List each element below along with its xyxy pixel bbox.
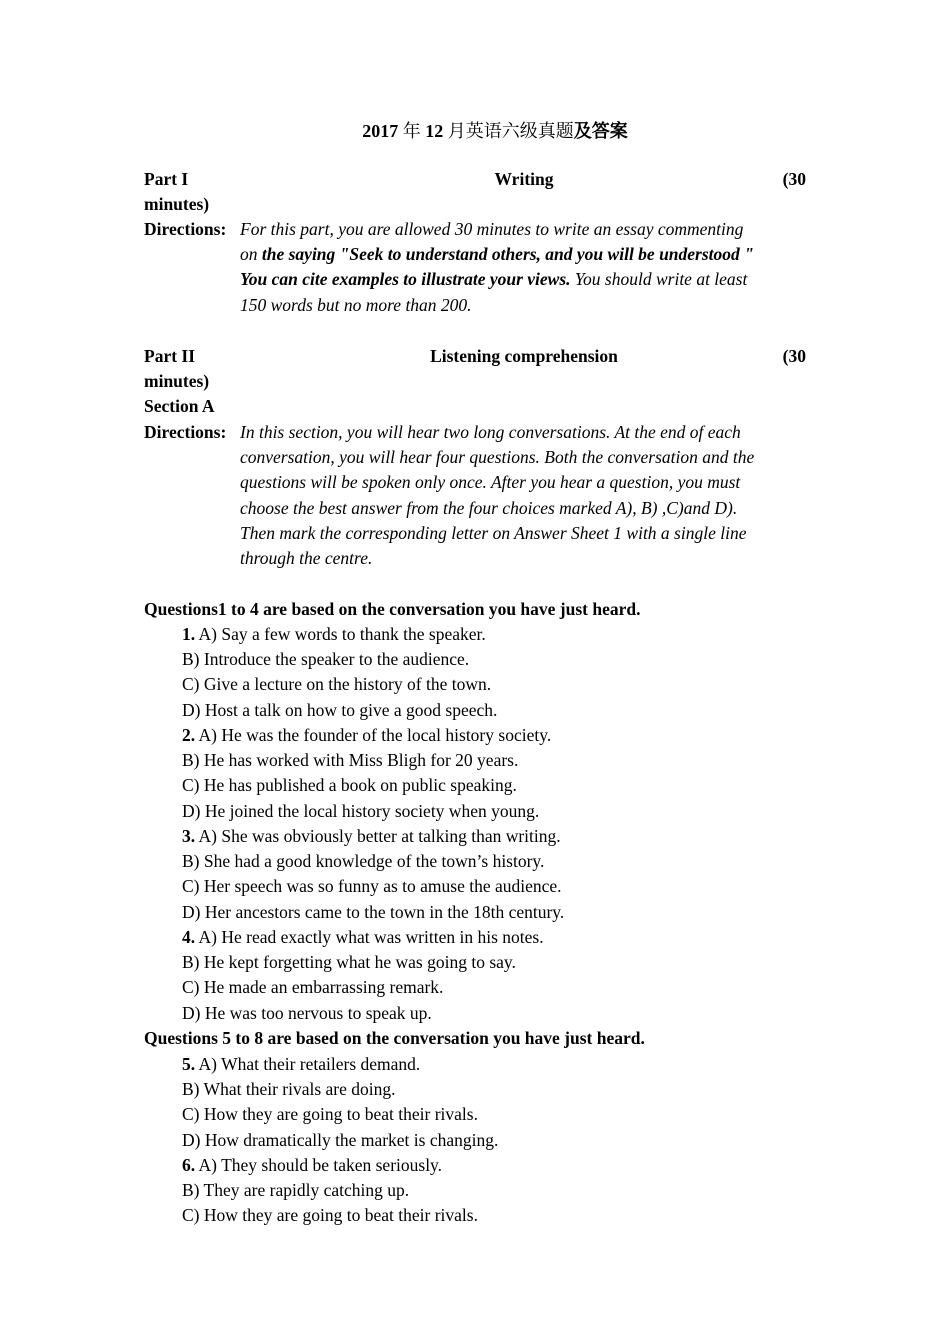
question-2-option-d: D) He joined the local history society when young. <box>182 801 540 821</box>
part1-directions-label: Directions: <box>144 219 227 239</box>
directions-line: through the centre. <box>240 548 373 569</box>
directions-line: Then mark the corresponding letter on Answer Sheet 1 with a single line <box>240 522 747 543</box>
directions-line: choose the best answer from the four choices marked A), B) ,C)and D). <box>240 497 738 518</box>
question-3-option-b: B) She had a good knowledge of the town’s history. <box>182 851 545 871</box>
part1-time-cont: minutes) <box>144 194 210 214</box>
question-5-option-d: D) How dramatically the market is changing. <box>182 1130 499 1150</box>
part1-name: Writing <box>494 169 554 189</box>
part2-time: (30 <box>782 346 806 366</box>
question-1-option-a: 1. A) Say a few words to thank the speaker. <box>182 624 486 644</box>
document-title <box>0 117 950 143</box>
part1-header <box>144 167 806 192</box>
part2-header <box>144 344 806 369</box>
question-1-option-d: D) Host a talk on how to give a good speech. <box>182 700 498 720</box>
question-1-option-b: B) Introduce the speaker to the audience. <box>182 649 470 669</box>
question-3-option-d: D) Her ancestors came to the town in the 18th century. <box>182 902 565 922</box>
directions-line: questions will be spoken only once. After you hear a question, you must <box>240 472 741 493</box>
question-5-option-a: 5. A) What their retailers demand. <box>182 1054 421 1074</box>
question-5-option-b: B) What their rivals are doing. <box>182 1079 396 1099</box>
question-1-option-c: C) Give a lecture on the history of the town. <box>182 674 492 694</box>
directions-line: conversation, you will hear four questions. Both the conversation and the <box>240 447 755 468</box>
part1-label: Part I <box>144 169 189 189</box>
question-4-option-c: C) He made an embarrassing remark. <box>182 977 444 997</box>
directions-line: For this part, you are allowed 30 minutes to write an essay commenting <box>240 219 744 239</box>
question-6-option-b: B) They are rapidly catching up. <box>182 1180 410 1200</box>
question-5-option-c: C) How they are going to beat their rivals. <box>182 1104 478 1124</box>
directions-line: In this section, you will hear two long conversations. At the end of each <box>240 422 741 442</box>
part2-name: Listening comprehension <box>430 346 618 366</box>
part2-time-cont: minutes) <box>144 371 210 391</box>
part2-directions-label: Directions: <box>144 422 227 442</box>
part2-directions <box>240 420 806 571</box>
question-3-option-a: 3. A) She was obviously better at talking than writing. <box>182 826 561 846</box>
question-6-option-a: 6. A) They should be taken seriously. <box>182 1155 443 1175</box>
directions-line: 150 words but no more than 200. <box>240 294 472 315</box>
title-year: 2017 <box>362 121 399 141</box>
question-2-option-a: 2. A) He was the founder of the local history society. <box>182 725 552 745</box>
question-3-option-c: C) Her speech was so funny as to amuse the audience. <box>182 876 562 896</box>
question-4-option-a: 4. A) He read exactly what was written in his notes. <box>182 927 544 947</box>
section-a-heading: Section A <box>144 396 215 416</box>
part1-time: (30 <box>782 169 806 189</box>
title-answers: 及答案 <box>573 121 628 141</box>
question-2-option-c: C) He has published a book on public speaking. <box>182 775 517 795</box>
directions-line: You can cite examples to illustrate your views. You should write at least <box>240 269 748 290</box>
questions-1-4-heading: Questions1 to 4 are based on the conversation you have just heard. <box>144 599 641 619</box>
directions-line: on the saying "Seek to understand others, and you will be understood " <box>240 244 754 265</box>
question-6-option-c: C) How they are going to beat their rivals. <box>182 1205 478 1225</box>
title-text: 月英语六级真题 <box>443 121 574 141</box>
title-text: 年 <box>398 121 426 141</box>
questions-5-8-heading: Questions 5 to 8 are based on the conversation you have just heard. <box>144 1028 645 1048</box>
part2-label: Part II <box>144 346 196 366</box>
title-month: 12 <box>425 121 444 141</box>
question-4-option-d: D) He was too nervous to speak up. <box>182 1003 432 1023</box>
question-2-option-b: B) He has worked with Miss Bligh for 20 years. <box>182 750 519 770</box>
part1-directions <box>240 217 806 318</box>
question-4-option-b: B) He kept forgetting what he was going to say. <box>182 952 516 972</box>
